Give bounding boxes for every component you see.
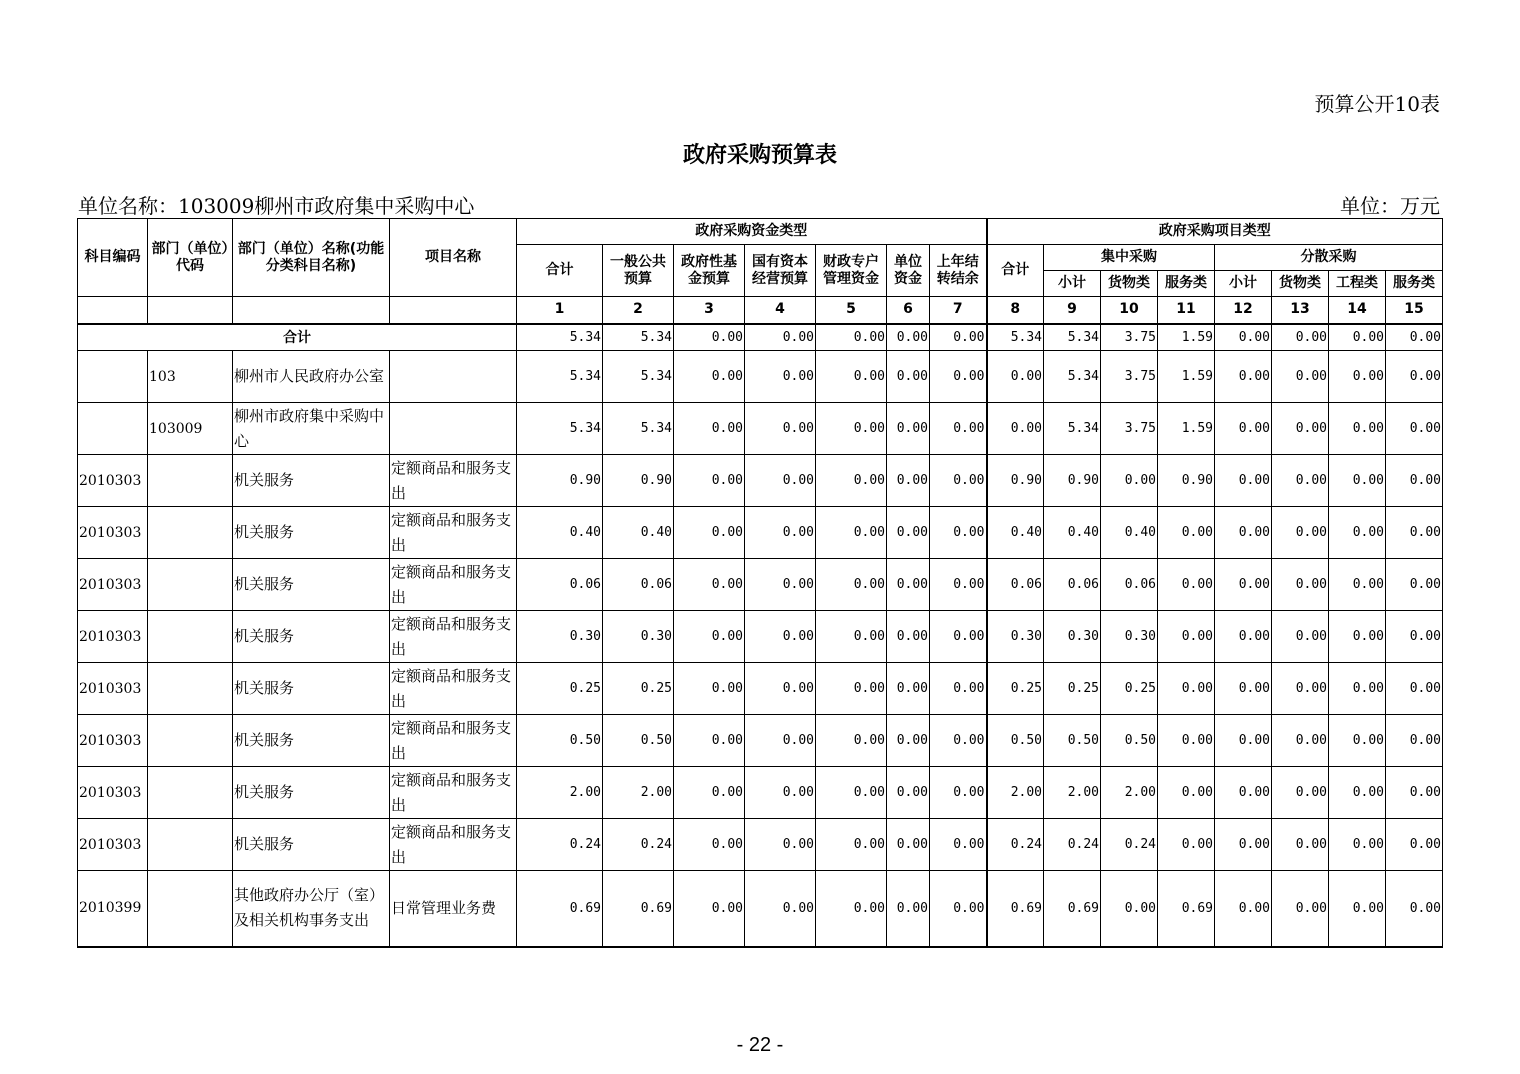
- value-cell: 0.00: [1215, 559, 1272, 611]
- column-number: 4: [745, 297, 816, 324]
- value-cell: 5.34: [517, 403, 603, 455]
- value-cell: 0.00: [1272, 767, 1329, 819]
- value-cell: 0.00: [745, 455, 816, 507]
- summary-cell: 0.00: [816, 324, 887, 351]
- dept-code-cell: [148, 663, 233, 715]
- value-cell: 0.00: [674, 559, 745, 611]
- value-cell: 0.00: [674, 819, 745, 871]
- header-fiscal-special-account: 财政专户管理资金: [816, 245, 887, 297]
- value-cell: 0.00: [674, 403, 745, 455]
- value-cell: 2.00: [1101, 767, 1158, 819]
- value-cell: 0.24: [987, 819, 1044, 871]
- value-cell: 0.00: [887, 455, 930, 507]
- project-name-cell: 定额商品和服务支出: [390, 455, 517, 507]
- dept-code-cell: 103: [148, 351, 233, 403]
- value-cell: 0.00: [1386, 455, 1443, 507]
- dept-name-cell: 机关服务: [233, 455, 390, 507]
- value-cell: 0.00: [1158, 715, 1215, 767]
- dept-code-cell: [148, 871, 233, 947]
- value-cell: 0.00: [816, 559, 887, 611]
- column-number: 2: [603, 297, 674, 324]
- column-number: 9: [1044, 297, 1101, 324]
- value-cell: 0.00: [1215, 611, 1272, 663]
- value-cell: 0.40: [987, 507, 1044, 559]
- dept-code-cell: [148, 819, 233, 871]
- value-cell: 0.00: [1386, 559, 1443, 611]
- value-cell: 0.00: [674, 767, 745, 819]
- value-cell: 0.30: [1044, 611, 1101, 663]
- subject-code-cell: 2010303: [78, 767, 148, 819]
- header-total2: 合计: [987, 245, 1044, 297]
- column-number: 3: [674, 297, 745, 324]
- table-row: [78, 507, 1443, 559]
- page-title: 政府采购预算表: [682, 143, 837, 168]
- summary-cell: 5.34: [1044, 324, 1101, 351]
- subject-code-cell: 2010303: [78, 663, 148, 715]
- project-name-cell: 定额商品和服务支出: [390, 819, 517, 871]
- value-cell: 0.00: [1386, 767, 1443, 819]
- value-cell: 0.50: [987, 715, 1044, 767]
- value-cell: 5.34: [1044, 351, 1101, 403]
- value-cell: 0.00: [1215, 403, 1272, 455]
- value-cell: 0.00: [1272, 819, 1329, 871]
- value-cell: 0.00: [1386, 507, 1443, 559]
- table-row: [78, 611, 1443, 663]
- value-cell: 0.00: [1329, 351, 1386, 403]
- value-cell: 0.00: [674, 611, 745, 663]
- value-cell: 0.40: [603, 507, 674, 559]
- summary-cell: 5.34: [517, 324, 603, 351]
- summary-cell: 3.75: [1101, 324, 1158, 351]
- value-cell: 0.00: [674, 663, 745, 715]
- value-cell: 0.00: [816, 611, 887, 663]
- value-cell: 0.00: [816, 351, 887, 403]
- project-name-cell: [390, 351, 517, 403]
- value-cell: 0.00: [1386, 819, 1443, 871]
- value-cell: 0.00: [816, 507, 887, 559]
- value-cell: 0.90: [1044, 455, 1101, 507]
- value-cell: 0.00: [930, 559, 987, 611]
- value-cell: 0.24: [603, 819, 674, 871]
- value-cell: 5.34: [603, 403, 674, 455]
- value-cell: 0.69: [987, 871, 1044, 947]
- dept-code-cell: [148, 715, 233, 767]
- value-cell: 0.00: [745, 871, 816, 947]
- value-cell: 0.00: [887, 611, 930, 663]
- header-state-capital-budget: 国有资本经营预算: [745, 245, 816, 297]
- column-number: 15: [1386, 297, 1443, 324]
- value-cell: 0.00: [1101, 871, 1158, 947]
- project-name-cell: 定额商品和服务支出: [390, 767, 517, 819]
- dept-code-cell: [148, 455, 233, 507]
- header-engineering: 工程类: [1329, 271, 1386, 297]
- table-row: [78, 351, 1443, 403]
- value-cell: 0.00: [930, 611, 987, 663]
- subject-code-cell: 2010303: [78, 559, 148, 611]
- value-cell: 0.00: [1158, 507, 1215, 559]
- value-cell: 0.00: [1158, 611, 1215, 663]
- summary-cell: 5.34: [603, 324, 674, 351]
- value-cell: 1.59: [1158, 351, 1215, 403]
- header-unit-funds: 单位资金: [887, 245, 930, 297]
- dept-name-cell: 机关服务: [233, 819, 390, 871]
- value-cell: 0.00: [816, 767, 887, 819]
- value-cell: 0.24: [1044, 819, 1101, 871]
- header-dept-name: 部门（单位）名称(功能分类科目名称): [233, 219, 390, 297]
- value-cell: 0.00: [1215, 507, 1272, 559]
- value-cell: 0.69: [603, 871, 674, 947]
- dept-name-cell: 柳州市人民政府办公室: [233, 351, 390, 403]
- summary-cell: 0.00: [1329, 324, 1386, 351]
- column-number: 12: [1215, 297, 1272, 324]
- value-cell: 0.00: [745, 403, 816, 455]
- subject-code-cell: 2010303: [78, 507, 148, 559]
- value-cell: 1.59: [1158, 403, 1215, 455]
- summary-cell: 0.00: [1272, 324, 1329, 351]
- value-cell: 0.00: [930, 403, 987, 455]
- dept-code-cell: 103009: [148, 403, 233, 455]
- value-cell: 0.00: [887, 767, 930, 819]
- project-name-cell: 定额商品和服务支出: [390, 715, 517, 767]
- value-cell: 0.40: [517, 507, 603, 559]
- value-cell: 0.00: [1386, 351, 1443, 403]
- value-cell: 0.00: [987, 351, 1044, 403]
- table-row: [78, 663, 1443, 715]
- value-cell: 0.00: [745, 351, 816, 403]
- dept-code-cell: [148, 767, 233, 819]
- column-number: 7: [930, 297, 987, 324]
- value-cell: 0.00: [930, 871, 987, 947]
- value-cell: 0.00: [1158, 819, 1215, 871]
- summary-cell: 0.00: [1386, 324, 1443, 351]
- summary-label: 合计: [78, 324, 517, 351]
- column-number: 13: [1272, 297, 1329, 324]
- value-cell: 0.00: [887, 715, 930, 767]
- value-cell: 5.34: [603, 351, 674, 403]
- value-cell: 0.00: [930, 351, 987, 403]
- table-row: [78, 819, 1443, 871]
- header-goods: 货物类: [1101, 271, 1158, 297]
- dept-name-cell: 机关服务: [233, 715, 390, 767]
- dept-code-cell: [148, 507, 233, 559]
- summary-cell: 0.00: [887, 324, 930, 351]
- project-name-cell: [390, 403, 517, 455]
- dept-code-cell: [148, 611, 233, 663]
- value-cell: 2.00: [517, 767, 603, 819]
- value-cell: 0.00: [887, 819, 930, 871]
- value-cell: 0.90: [1158, 455, 1215, 507]
- value-cell: 0.00: [674, 871, 745, 947]
- value-cell: 0.00: [674, 507, 745, 559]
- value-cell: 0.00: [745, 819, 816, 871]
- header-prior-year-balance: 上年结转结余: [930, 245, 987, 297]
- value-cell: 0.90: [603, 455, 674, 507]
- value-cell: 0.00: [1329, 403, 1386, 455]
- value-cell: 0.50: [517, 715, 603, 767]
- value-cell: 0.69: [1158, 871, 1215, 947]
- header-dept-code: 部门（单位）代码: [148, 219, 233, 297]
- column-number: 5: [816, 297, 887, 324]
- value-cell: 0.25: [1044, 663, 1101, 715]
- header-fund-type-group: 政府采购资金类型: [517, 219, 987, 245]
- value-cell: 0.90: [517, 455, 603, 507]
- table-row: [78, 403, 1443, 455]
- project-name-cell: 定额商品和服务支出: [390, 611, 517, 663]
- value-cell: 0.00: [816, 455, 887, 507]
- value-cell: 0.00: [1386, 611, 1443, 663]
- unit-measure-label: 单位：万元: [1340, 194, 1440, 218]
- value-cell: 0.50: [603, 715, 674, 767]
- value-cell: 0.00: [887, 403, 930, 455]
- value-cell: 0.00: [1215, 819, 1272, 871]
- value-cell: 0.00: [930, 455, 987, 507]
- value-cell: 2.00: [603, 767, 674, 819]
- column-number: 1: [517, 297, 603, 324]
- subject-code-cell: 2010303: [78, 611, 148, 663]
- value-cell: 0.00: [1272, 559, 1329, 611]
- value-cell: 3.75: [1101, 351, 1158, 403]
- project-name-cell: 定额商品和服务支出: [390, 559, 517, 611]
- summary-cell: 0.00: [930, 324, 987, 351]
- value-cell: 0.00: [930, 663, 987, 715]
- value-cell: 0.00: [745, 767, 816, 819]
- header-general-public-budget: 一般公共预算: [603, 245, 674, 297]
- subject-code-cell: [78, 351, 148, 403]
- subject-code-cell: [78, 403, 148, 455]
- value-cell: 0.40: [1044, 507, 1101, 559]
- value-cell: 0.25: [987, 663, 1044, 715]
- value-cell: 0.00: [1386, 663, 1443, 715]
- value-cell: 0.00: [1329, 871, 1386, 947]
- header-project-name: 项目名称: [390, 219, 517, 297]
- value-cell: 0.25: [603, 663, 674, 715]
- value-cell: 0.00: [1272, 663, 1329, 715]
- value-cell: 0.00: [745, 507, 816, 559]
- value-cell: 2.00: [1044, 767, 1101, 819]
- column-number: 14: [1329, 297, 1386, 324]
- value-cell: 0.00: [1386, 715, 1443, 767]
- project-name-cell: 定额商品和服务支出: [390, 663, 517, 715]
- value-cell: 0.69: [517, 871, 603, 947]
- table-number-label: 预算公开10表: [1314, 92, 1440, 116]
- column-number: 11: [1158, 297, 1215, 324]
- table-row: [78, 715, 1443, 767]
- value-cell: 0.00: [1272, 611, 1329, 663]
- value-cell: 0.24: [1101, 819, 1158, 871]
- value-cell: 0.50: [1044, 715, 1101, 767]
- summary-cell: 0.00: [1215, 324, 1272, 351]
- value-cell: 0.00: [1329, 819, 1386, 871]
- value-cell: 2.00: [987, 767, 1044, 819]
- value-cell: 0.30: [603, 611, 674, 663]
- dept-name-cell: 其他政府办公厅（室）及相关机构事务支出: [233, 871, 390, 947]
- subject-code-cell: 2010303: [78, 819, 148, 871]
- dept-name-cell: 机关服务: [233, 663, 390, 715]
- value-cell: 0.00: [745, 559, 816, 611]
- value-cell: 0.06: [517, 559, 603, 611]
- value-cell: 0.00: [1215, 715, 1272, 767]
- value-cell: 0.50: [1101, 715, 1158, 767]
- value-cell: 0.00: [887, 663, 930, 715]
- value-cell: 0.00: [745, 611, 816, 663]
- value-cell: 0.00: [1329, 559, 1386, 611]
- value-cell: 0.06: [987, 559, 1044, 611]
- value-cell: 0.00: [887, 871, 930, 947]
- page-number: - 22 -: [736, 1034, 784, 1056]
- value-cell: 0.00: [930, 767, 987, 819]
- value-cell: 5.34: [1044, 403, 1101, 455]
- value-cell: 0.00: [674, 455, 745, 507]
- value-cell: 0.00: [1215, 663, 1272, 715]
- value-cell: 0.00: [1329, 663, 1386, 715]
- dept-name-cell: 机关服务: [233, 611, 390, 663]
- header-services2: 服务类: [1386, 271, 1443, 297]
- value-cell: 0.00: [1215, 455, 1272, 507]
- value-cell: 0.30: [987, 611, 1044, 663]
- header-project-type-group: 政府采购项目类型: [987, 219, 1443, 245]
- value-cell: 0.00: [930, 507, 987, 559]
- summary-cell: 0.00: [745, 324, 816, 351]
- value-cell: 0.00: [1329, 767, 1386, 819]
- column-number: 8: [987, 297, 1044, 324]
- value-cell: 0.30: [1101, 611, 1158, 663]
- dept-code-cell: [148, 559, 233, 611]
- value-cell: 0.00: [887, 507, 930, 559]
- value-cell: 0.06: [1101, 559, 1158, 611]
- value-cell: 0.40: [1101, 507, 1158, 559]
- value-cell: 0.00: [745, 715, 816, 767]
- project-name-cell: 定额商品和服务支出: [390, 507, 517, 559]
- column-number: 10: [1101, 297, 1158, 324]
- value-cell: 0.00: [745, 663, 816, 715]
- subject-code-cell: 2010303: [78, 455, 148, 507]
- value-cell: 0.00: [1272, 715, 1329, 767]
- value-cell: 0.00: [674, 715, 745, 767]
- value-cell: 0.00: [1158, 559, 1215, 611]
- value-cell: 0.06: [603, 559, 674, 611]
- value-cell: 0.00: [1158, 767, 1215, 819]
- header-subtotal: 小计: [1044, 271, 1101, 297]
- summary-cell: 5.34: [987, 324, 1044, 351]
- header-subject-code: 科目编码: [78, 219, 148, 297]
- value-cell: 0.00: [1329, 611, 1386, 663]
- header-total: 合计: [517, 245, 603, 297]
- value-cell: 0.00: [1329, 455, 1386, 507]
- value-cell: 0.00: [887, 351, 930, 403]
- table-row: [78, 455, 1443, 507]
- value-cell: 0.00: [930, 819, 987, 871]
- value-cell: 0.00: [816, 819, 887, 871]
- value-cell: 0.00: [987, 403, 1044, 455]
- header-decentralized: 分散采购: [1215, 245, 1443, 271]
- value-cell: 0.00: [816, 715, 887, 767]
- value-cell: 0.00: [1329, 715, 1386, 767]
- value-cell: 0.00: [887, 559, 930, 611]
- value-cell: 0.30: [517, 611, 603, 663]
- table-row: [78, 767, 1443, 819]
- value-cell: 0.00: [1101, 455, 1158, 507]
- value-cell: 0.00: [1272, 871, 1329, 947]
- value-cell: 0.00: [816, 871, 887, 947]
- value-cell: 0.00: [1215, 767, 1272, 819]
- dept-name-cell: 柳州市政府集中采购中心: [233, 403, 390, 455]
- value-cell: 0.69: [1044, 871, 1101, 947]
- value-cell: 0.00: [1272, 403, 1329, 455]
- value-cell: 0.00: [930, 715, 987, 767]
- column-number: 6: [887, 297, 930, 324]
- project-name-cell: 日常管理业务费: [390, 871, 517, 947]
- value-cell: 0.24: [517, 819, 603, 871]
- summary-cell: 0.00: [674, 324, 745, 351]
- header-services: 服务类: [1158, 271, 1215, 297]
- value-cell: 0.00: [1215, 871, 1272, 947]
- dept-name-cell: 机关服务: [233, 559, 390, 611]
- value-cell: 3.75: [1101, 403, 1158, 455]
- value-cell: 0.00: [1272, 455, 1329, 507]
- value-cell: 5.34: [517, 351, 603, 403]
- header-gov-fund-budget: 政府性基金预算: [674, 245, 745, 297]
- value-cell: 0.00: [816, 403, 887, 455]
- value-cell: 0.00: [1329, 507, 1386, 559]
- header-goods2: 货物类: [1272, 271, 1329, 297]
- dept-name-cell: 机关服务: [233, 767, 390, 819]
- value-cell: 0.00: [816, 663, 887, 715]
- value-cell: 0.00: [1272, 351, 1329, 403]
- value-cell: 0.00: [1272, 507, 1329, 559]
- unit-name-label: 单位名称：103009柳州市政府集中采购中心: [78, 194, 475, 218]
- summary-cell: 1.59: [1158, 324, 1215, 351]
- value-cell: 0.90: [987, 455, 1044, 507]
- header-centralized: 集中采购: [1044, 245, 1215, 271]
- value-cell: 0.00: [1215, 351, 1272, 403]
- value-cell: 0.25: [1101, 663, 1158, 715]
- dept-name-cell: 机关服务: [233, 507, 390, 559]
- value-cell: 0.06: [1044, 559, 1101, 611]
- subject-code-cell: 2010399: [78, 871, 148, 947]
- value-cell: 0.25: [517, 663, 603, 715]
- budget-table: [77, 218, 1443, 948]
- value-cell: 0.00: [1386, 871, 1443, 947]
- value-cell: 0.00: [674, 351, 745, 403]
- value-cell: 0.00: [1158, 663, 1215, 715]
- value-cell: 0.00: [1386, 403, 1443, 455]
- header-subtotal2: 小计: [1215, 271, 1272, 297]
- table-row: [78, 871, 1443, 947]
- subject-code-cell: 2010303: [78, 715, 148, 767]
- table-row: [78, 559, 1443, 611]
